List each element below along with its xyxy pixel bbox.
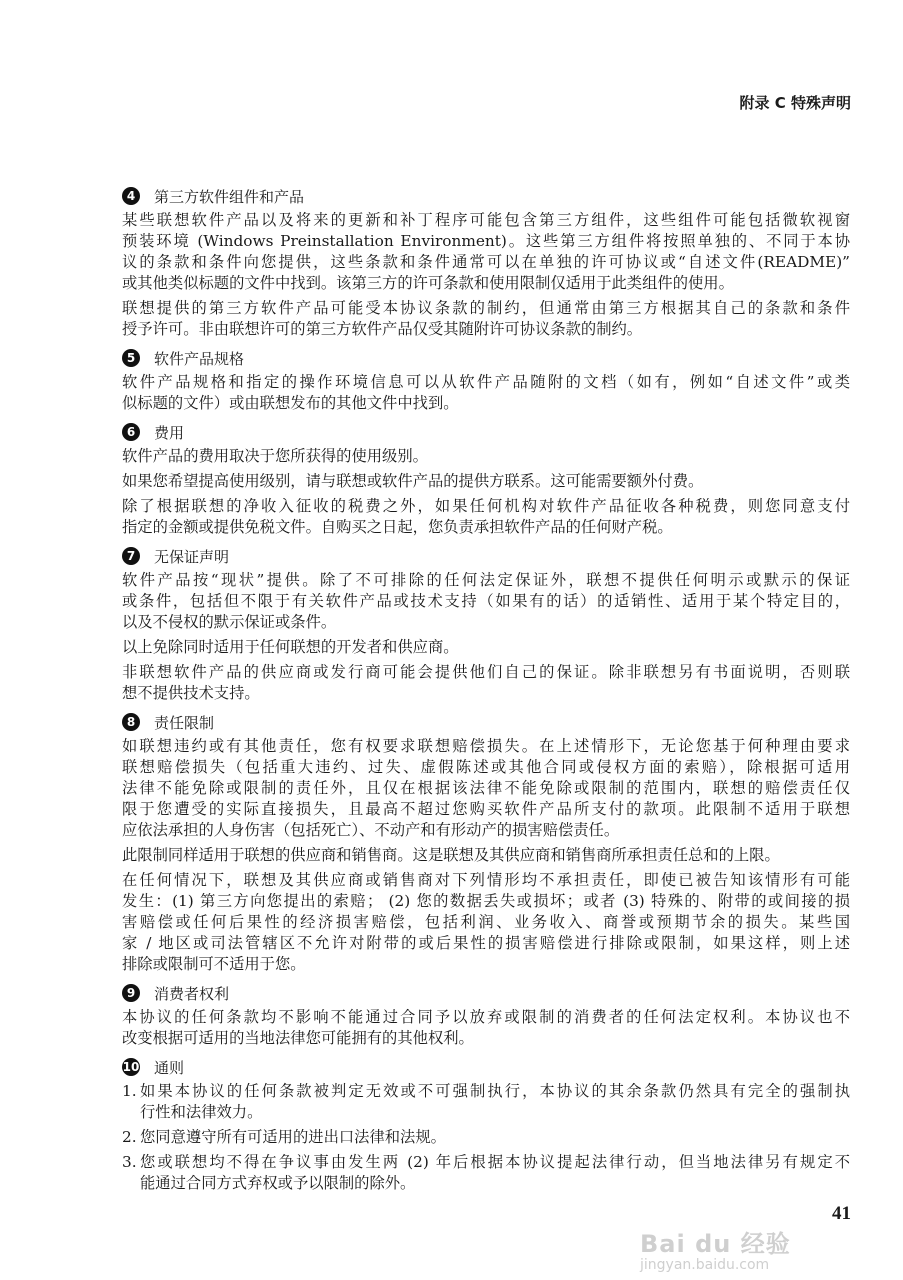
text-line: 限于您遭受的实际直接损失，且最高不超过您购买软件产品所支付的款项。此限制不适用于联想 (122, 800, 850, 818)
paragraph (122, 1007, 850, 1049)
text-line: 联想赔偿损失（包括重大违约、过失、虚假陈述或其他合同或侵权方面的索赔），除根据可适用 (122, 758, 850, 776)
paragraph (122, 570, 850, 633)
text-line: 或条件，包括但不限于有关软件产品或技术支持（如果有的话）的适销性、适用于某个特定目的， (122, 592, 850, 610)
section-title: 通则 (154, 1058, 185, 1077)
paragraph (122, 870, 850, 975)
list-marker: 2. (122, 1128, 137, 1146)
text-line: 法律不能免除或限制的责任外，且仅在根据该法律不能免除或限制的范围内，联想的赔偿责任仅 (122, 779, 850, 797)
text-line: 害赔偿或任何后果性的经济损害赔偿，包括利润、业务收入、商誉或预期节余的损失。某些国 (122, 913, 850, 931)
text-line: 您或联想均不得在争议事由发生两 (2) 年后根据本协议提起法律行动，但当地法律另有规定不 (140, 1153, 850, 1171)
text-line: 如果本协议的任何条款被判定无效或不可强制执行，本协议的其余条款仍然具有完全的强制执 (140, 1082, 850, 1100)
text-line: 以及不侵权的默示保证或条件。 (122, 613, 337, 631)
page-number: 41 (832, 1203, 851, 1224)
list-item-body (140, 1081, 850, 1123)
paragraph (122, 210, 850, 294)
section-8 (122, 710, 850, 975)
section-6 (122, 420, 850, 538)
running-header: 附录 C 特殊声明 (739, 94, 851, 112)
text-line: 在任何情况下，联想及其供应商或销售商对下列情形均不承担责任，即使已被告知该情形有可能 (122, 871, 850, 889)
text-line: 如联想违约或有其他责任，您有权要求联想赔偿损失。在上述情形下，无论您基于何种理由要求 (122, 737, 850, 755)
section-title: 软件产品规格 (154, 349, 245, 368)
paragraph (122, 736, 850, 841)
section-10 (122, 1055, 850, 1194)
section-number-badge: 9 (122, 984, 140, 1002)
text-line: 预装环境 (Windows Preinstallation Environment)。这些第三方组件将按照单独的、不同于本协 (122, 232, 850, 250)
section-heading (122, 420, 850, 444)
section-number-badge: 10 (122, 1060, 140, 1074)
text-line: 授予许可。非由联想许可的第三方软件产品仅受其随附许可协议条款的制约。 (122, 320, 643, 338)
section-4 (122, 184, 850, 340)
text-line: 以上免除同时适用于任何联想的开发者和供应商。 (122, 638, 459, 656)
text-line: 家 / 地区或司法管辖区不允许对附带的或后果性的损害赔偿进行排除或限制，如果这样，则上述 (122, 934, 850, 952)
text-line: 指定的金额或提供免税文件。自购买之日起，您负责承担软件产品的任何财产税。 (122, 518, 673, 536)
section-heading (122, 981, 850, 1005)
list-item (122, 1081, 850, 1123)
text-line: 想不提供技术支持。 (122, 684, 260, 702)
paragraph (122, 372, 850, 414)
document-body (122, 184, 850, 1200)
section-number-badge: 6 (122, 423, 140, 441)
paragraph (122, 446, 850, 467)
section-number-badge: 7 (122, 547, 140, 565)
text-line: 软件产品按“现状”提供。除了不可排除的任何法定保证外，联想不提供任何明示或默示的保证 (122, 571, 850, 589)
paragraph (122, 471, 850, 492)
text-line: 或其他类似标题的文件中找到。该第三方的许可条款和使用限制仅适用于此类组件的使用。 (122, 274, 734, 292)
paragraph (122, 845, 850, 866)
section-title: 消费者权利 (154, 984, 230, 1003)
text-line: 排除或限制可不适用于您。 (122, 955, 306, 973)
section-heading (122, 1055, 850, 1079)
section-9 (122, 981, 850, 1049)
section-7 (122, 544, 850, 704)
paragraph (122, 662, 850, 704)
section-title: 第三方软件组件和产品 (154, 187, 305, 206)
text-line: 此限制同样适用于联想的供应商和销售商。这是联想及其供应商和销售商所承担责任总和的上限。 (122, 846, 780, 864)
watermark-url: jingyan.baidu.com (640, 1257, 770, 1273)
text-line: 应依法承担的人身伤害（包括死亡）、不动产和有形动产的损害赔偿责任。 (122, 821, 620, 839)
section-heading (122, 346, 850, 370)
section-number-badge: 5 (122, 349, 140, 367)
section-heading (122, 710, 850, 734)
section-number-badge: 8 (122, 713, 140, 731)
text-line: 联想提供的第三方软件产品可能受本协议条款的制约，但通常由第三方根据其自己的条款和条件 (122, 299, 850, 317)
text-line: 非联想软件产品的供应商或发行商可能会提供他们自己的保证。除非联想另有书面说明，否则联 (122, 663, 850, 681)
text-line: 如果您希望提高使用级别，请与联想或软件产品的提供方联系。这可能需要额外付费。 (122, 472, 704, 490)
text-line: 改变根据可适用的当地法律您可能拥有的其他权利。 (122, 1029, 474, 1047)
text-line: 软件产品规格和指定的操作环境信息可以从软件产品随附的文档（如有，例如“自述文件”或类 (122, 373, 850, 391)
list-marker: 3. (122, 1153, 137, 1171)
watermark-logo-text: Bai du 经验 (640, 1230, 791, 1258)
text-line: 本协议的任何条款均不影响不能通过合同予以放弃或限制的消费者的任何法定权利。本协议也不 (122, 1008, 850, 1026)
text-line: 行性和法律效力。 (140, 1103, 263, 1121)
text-line: 软件产品的费用取决于您所获得的使用级别。 (122, 447, 428, 465)
section-title: 无保证声明 (154, 547, 230, 566)
section-heading (122, 544, 850, 568)
text-line: 议的条款和条件向您提供，这些条款和条件通常可以在单独的许可协议或“自述文件(README)” (122, 253, 850, 271)
list-item-body (140, 1127, 850, 1148)
list-item (122, 1127, 850, 1148)
list-item-body (140, 1152, 850, 1194)
paragraph (122, 637, 850, 658)
paragraph (122, 298, 850, 340)
section-heading (122, 184, 850, 208)
text-line: 能通过合同方式弃权或予以限制的除外。 (140, 1174, 416, 1192)
section-number-badge: 4 (122, 187, 140, 205)
list-item (122, 1152, 850, 1194)
text-line: 似标题的文件）或由联想发布的其他文件中找到。 (122, 394, 459, 412)
list-marker: 1. (122, 1082, 137, 1100)
text-line: 除了根据联想的净收入征收的税费之外，如果任何机构对软件产品征收各种税费，则您同意支付 (122, 497, 850, 515)
text-line: 某些联想软件产品以及将来的更新和补丁程序可能包含第三方组件，这些组件可能包括微软视窗 (122, 211, 850, 229)
section-title: 责任限制 (154, 713, 215, 732)
section-title: 费用 (154, 423, 185, 442)
section-5 (122, 346, 850, 414)
text-line: 发生：(1) 第三方向您提出的索赔； (2) 您的数据丢失或损坏；或者 (3) 特殊的、附带的或间接的损 (122, 892, 850, 910)
baidu-watermark-logo (640, 1232, 791, 1272)
paragraph (122, 496, 850, 538)
text-line: 您同意遵守所有可适用的进出口法律和法规。 (140, 1128, 446, 1146)
